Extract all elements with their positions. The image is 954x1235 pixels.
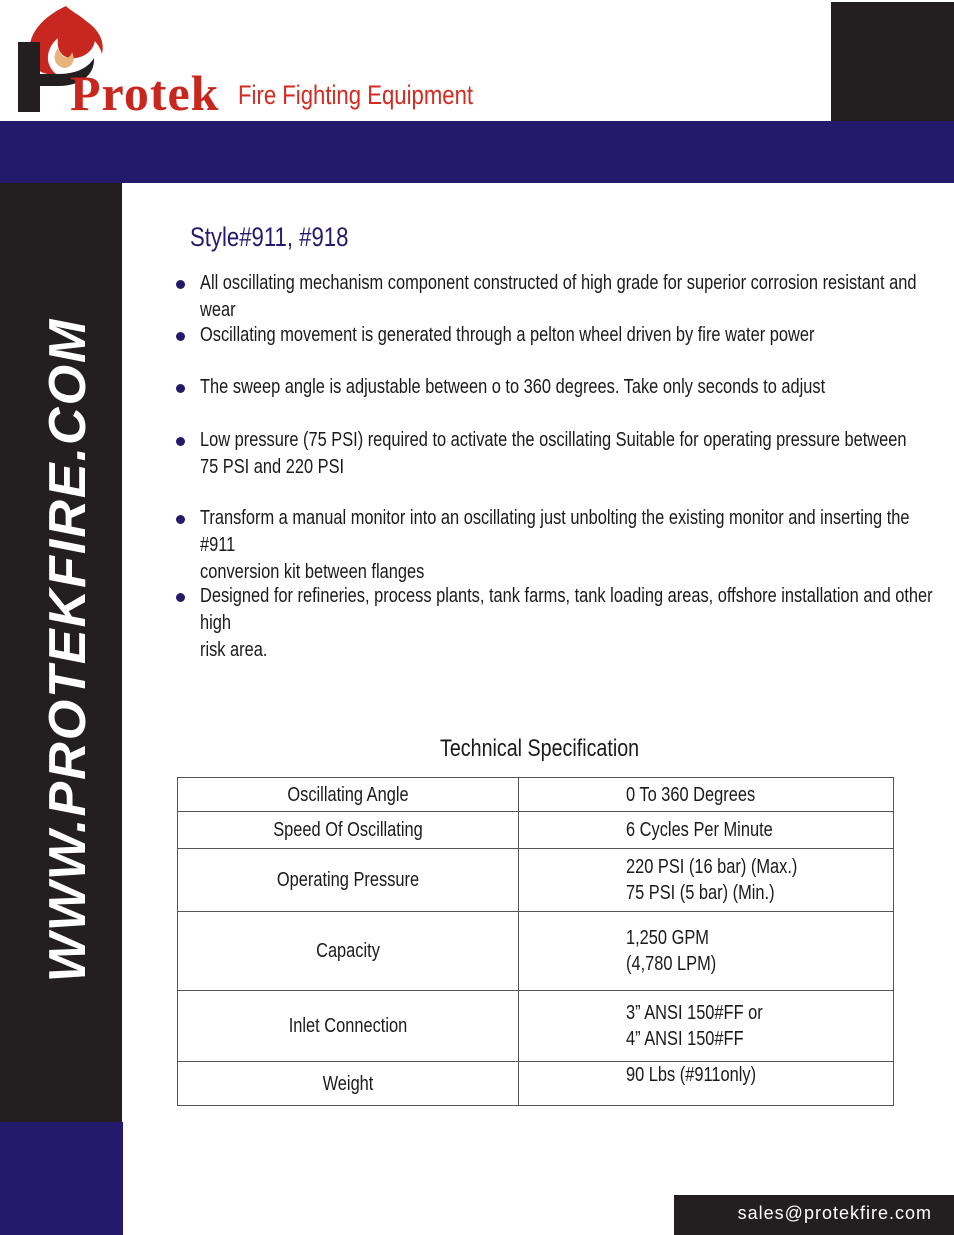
feature-text: Transform a manual monitor into an oscillating just unbolting the existing monitor and inserting the #911 conversion kit between flanges xyxy=(200,507,910,583)
feature-item xyxy=(176,374,936,401)
spec-label: Oscillating Angle xyxy=(287,783,409,806)
feature-text: Low pressure (75 PSI) required to activate the oscillating Suitable for operating pressure between 75 PSI and 220 PSI xyxy=(200,429,907,478)
spec-label-cell xyxy=(178,778,519,812)
spec-value: 3” ANSI 150#FF or 4” ANSI 150#FF xyxy=(626,1002,763,1050)
bullet-icon xyxy=(176,280,185,289)
bullet-icon xyxy=(176,384,185,393)
spec-value: 6 Cycles Per Minute xyxy=(626,819,773,841)
spec-label-cell xyxy=(178,812,519,849)
table-row xyxy=(178,1062,894,1106)
bullet-icon xyxy=(176,332,185,341)
spec-value-cell xyxy=(519,849,894,912)
feature-text: Oscillating movement is generated through a pelton wheel driven by fire water power xyxy=(200,324,815,346)
spec-value-cell xyxy=(519,912,894,991)
feature-text: All oscillating mechanism component constructed of high grade for superior corrosion resistant and wear xyxy=(200,272,917,321)
spec-label-cell xyxy=(178,991,519,1062)
bullet-icon xyxy=(176,593,185,602)
header-banner xyxy=(0,121,954,183)
table-row xyxy=(178,912,894,991)
spec-label: Inlet Connection xyxy=(288,1015,408,1037)
email-link[interactable]: sales@protekfire.com xyxy=(737,1203,932,1223)
feature-text: The sweep angle is adjustable between o to 360 degrees. Take only seconds to adjust xyxy=(200,376,826,398)
tagline: Fire Fighting Equipment xyxy=(238,80,474,110)
table-row xyxy=(178,778,894,812)
table-row xyxy=(178,991,894,1062)
header-corner-block xyxy=(831,2,954,122)
spec-label-cell xyxy=(178,912,519,991)
bullet-icon xyxy=(176,437,185,446)
spec-label-cell xyxy=(178,849,519,912)
website-vertical-text[interactable]: WWW.PROTEKFIRE.COM xyxy=(39,317,97,983)
protek-logo xyxy=(14,4,220,121)
spec-table xyxy=(177,777,894,1106)
spec-value: 0 To 360 Degrees xyxy=(626,783,756,806)
table-row xyxy=(178,849,894,912)
spec-value: 220 PSI (16 bar) (Max.) 75 PSI (5 bar) (Min.) xyxy=(626,856,798,904)
bullet-icon xyxy=(176,515,185,524)
spec-value-cell xyxy=(519,812,894,849)
feature-item xyxy=(176,583,936,664)
spec-label: Speed Of Oscillating xyxy=(273,819,423,841)
feature-item xyxy=(176,505,936,586)
spec-label: Capacity xyxy=(316,940,380,962)
spec-value: 1,250 GPM (4,780 LPM) xyxy=(626,927,717,975)
spec-label-cell xyxy=(178,1062,519,1106)
brand-wordmark: Protek xyxy=(70,65,220,121)
spec-value: 90 Lbs (#911only) xyxy=(626,1064,757,1086)
footer-email-box xyxy=(674,1195,954,1235)
feature-item xyxy=(176,322,936,349)
spec-value-cell xyxy=(519,1062,894,1106)
spec-value-cell xyxy=(519,778,894,812)
feature-item xyxy=(176,427,936,481)
spec-value-cell xyxy=(519,991,894,1062)
table-row xyxy=(178,812,894,849)
sidebar-bottom-block xyxy=(0,1122,123,1235)
spec-title: Technical Specification xyxy=(440,735,640,762)
feature-item xyxy=(176,270,936,324)
spec-label: Operating Pressure xyxy=(276,869,420,891)
spec-label: Weight xyxy=(322,1072,374,1095)
feature-text: Designed for refineries, process plants, tank farms, tank loading areas, offshore installation and other high risk area. xyxy=(200,585,933,661)
product-title: Style#911, #918 xyxy=(190,222,349,252)
